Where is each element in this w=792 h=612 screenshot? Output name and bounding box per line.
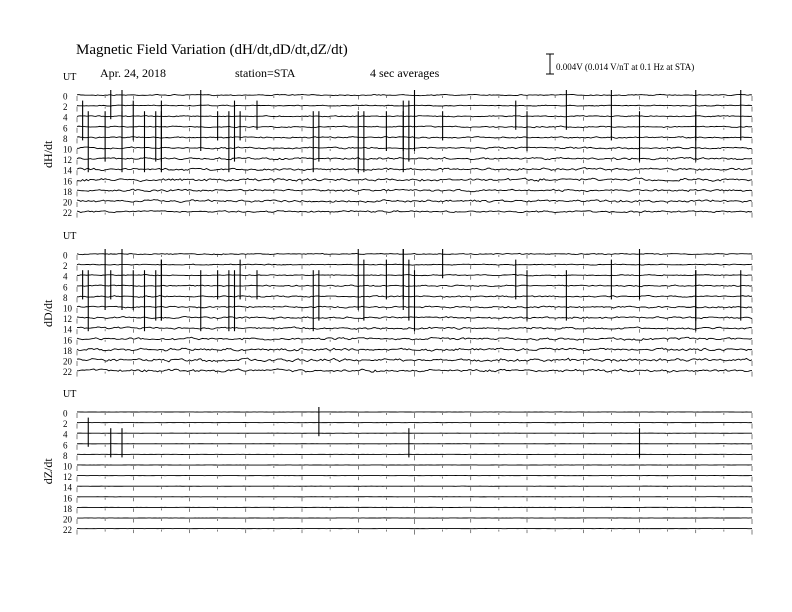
trace-line xyxy=(77,211,752,213)
time-ticks xyxy=(77,445,752,450)
hour-label: 6 xyxy=(63,440,68,451)
hour-label: 18 xyxy=(63,186,72,197)
panel-label: dH/dt xyxy=(41,140,55,168)
averaging-label: 4 sec averages xyxy=(370,66,440,80)
trace-line xyxy=(77,168,752,171)
hour-label: 22 xyxy=(63,367,72,378)
hour-label: 16 xyxy=(63,493,72,504)
hour-label: 4 xyxy=(63,271,68,282)
time-ticks xyxy=(77,434,752,439)
hour-label: 8 xyxy=(63,292,68,303)
time-ticks xyxy=(77,477,752,482)
time-ticks xyxy=(77,202,752,207)
time-ticks xyxy=(77,181,752,186)
time-ticks xyxy=(77,350,752,355)
time-ticks xyxy=(77,466,752,471)
hour-label: 6 xyxy=(63,282,68,293)
time-ticks xyxy=(77,424,752,429)
time-ticks xyxy=(77,255,752,260)
hour-label: 8 xyxy=(63,133,68,144)
ut-label: UT xyxy=(63,231,77,242)
hour-label: 20 xyxy=(63,197,72,208)
panel-label: dZ/dt xyxy=(41,458,55,485)
time-ticks xyxy=(77,530,752,535)
hour-label: 4 xyxy=(63,112,68,123)
date-label: Apr. 24, 2018 xyxy=(100,66,166,80)
time-ticks xyxy=(77,340,752,345)
hour-label: 2 xyxy=(63,261,68,272)
hour-label: 22 xyxy=(63,208,72,219)
hour-label: 10 xyxy=(63,303,72,314)
hour-label: 12 xyxy=(63,472,72,483)
time-ticks xyxy=(77,372,752,377)
ut-label: UT xyxy=(63,72,77,83)
hour-label: 14 xyxy=(63,165,72,176)
time-ticks xyxy=(77,519,752,524)
scale-bar xyxy=(546,54,554,74)
time-ticks xyxy=(77,498,752,503)
hour-label: 18 xyxy=(63,345,72,356)
hour-label: 2 xyxy=(63,419,68,430)
scale-note: 0.004V (0.014 V/nT at 0.1 Hz at STA) xyxy=(556,62,695,72)
time-ticks xyxy=(77,213,752,218)
panels-group xyxy=(41,72,752,535)
hour-label: 16 xyxy=(63,176,72,187)
time-ticks xyxy=(77,191,752,196)
time-ticks xyxy=(77,455,752,460)
time-ticks xyxy=(77,508,752,513)
hour-label: 0 xyxy=(63,250,68,261)
hour-label: 20 xyxy=(63,514,72,525)
hour-label: 14 xyxy=(63,324,72,335)
ut-label: UT xyxy=(63,389,77,400)
hour-label: 6 xyxy=(63,123,68,134)
hour-label: 22 xyxy=(63,525,72,536)
hour-label: 10 xyxy=(63,461,72,472)
hour-label: 20 xyxy=(63,356,72,367)
station-label: station=STA xyxy=(235,66,296,80)
time-ticks xyxy=(77,160,752,165)
time-ticks xyxy=(77,487,752,492)
time-ticks xyxy=(77,361,752,366)
hour-label: 16 xyxy=(63,335,72,346)
trace-line xyxy=(77,253,752,254)
hour-label: 12 xyxy=(63,155,72,166)
hour-label: 4 xyxy=(63,429,68,440)
trace-line xyxy=(77,157,752,159)
trace-line xyxy=(77,358,752,362)
trace-line xyxy=(77,200,752,203)
time-ticks xyxy=(77,170,752,175)
hour-label: 0 xyxy=(63,91,68,102)
trace-line xyxy=(77,264,752,265)
panel-label: dD/dt xyxy=(41,299,55,327)
hour-label: 12 xyxy=(63,314,72,325)
hour-label: 14 xyxy=(63,482,72,493)
chart-title: Magnetic Field Variation (dH/dt,dD/dt,dZ/dt) xyxy=(76,42,348,58)
trace-line xyxy=(77,189,752,192)
hour-label: 8 xyxy=(63,450,68,461)
hour-label: 0 xyxy=(63,408,68,419)
hour-label: 18 xyxy=(63,503,72,514)
time-ticks xyxy=(77,413,752,418)
hour-label: 10 xyxy=(63,144,72,155)
time-ticks xyxy=(77,266,752,271)
hour-label: 2 xyxy=(63,102,68,113)
